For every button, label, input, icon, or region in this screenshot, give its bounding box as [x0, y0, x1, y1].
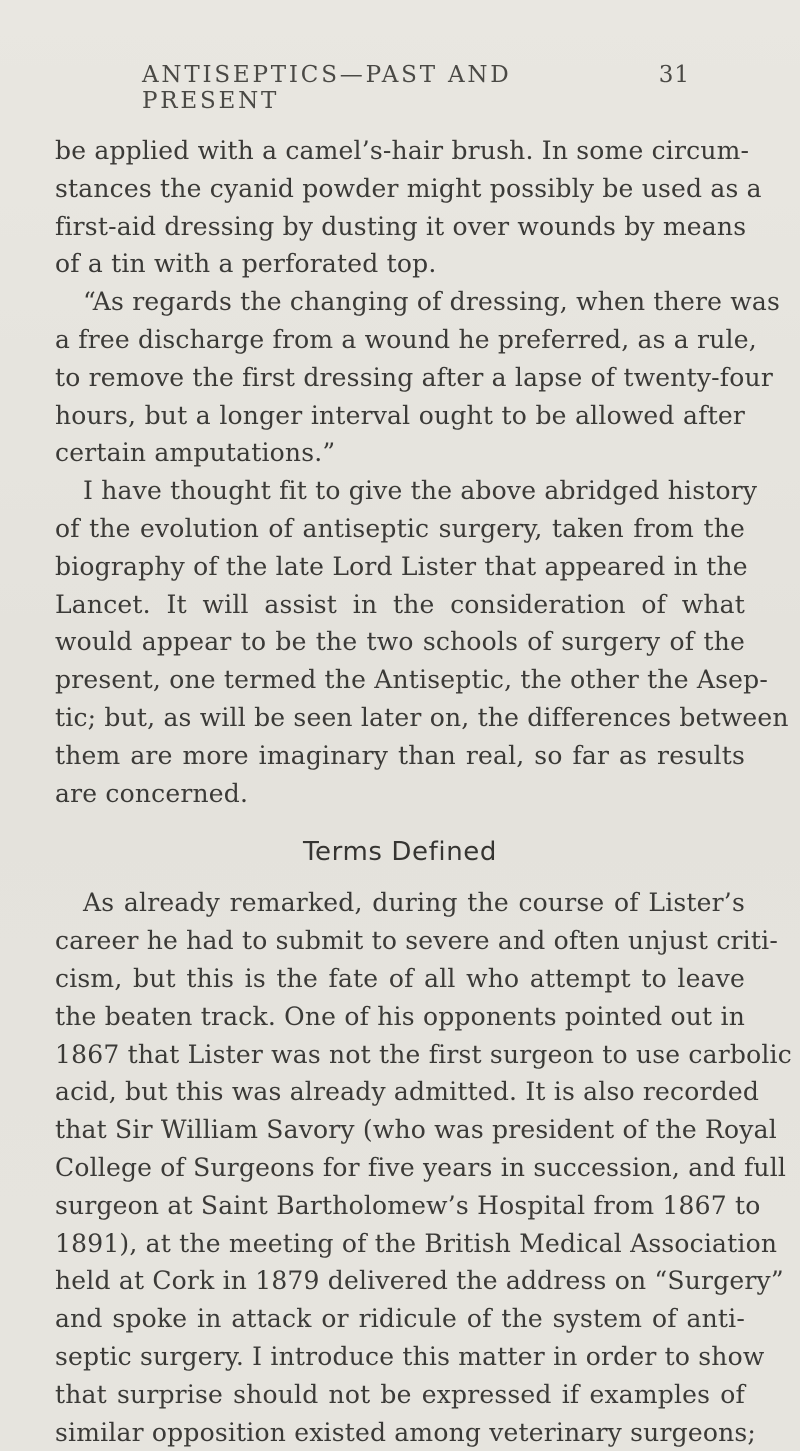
text-line: to remove the first dressing after a lapse of twenty-four [55, 359, 745, 397]
text-line: similar opposition existed among veterinary surgeons; [55, 1414, 745, 1451]
text-line: biography of the late Lord Lister that appeared in the [55, 548, 745, 586]
section-heading: Terms Defined [55, 822, 745, 882]
text-line: held at Cork in 1879 delivered the address on “Surgery” [55, 1262, 745, 1300]
text-line: surgeon at Saint Bartholomew’s Hospital from 1867 to [55, 1187, 745, 1225]
text-line: septic surgery. I introduce this matter in order to show [55, 1338, 745, 1376]
paragraph-1 [55, 132, 745, 283]
paragraph-3 [55, 472, 745, 812]
page-number: 31 [659, 62, 690, 114]
text-line: Lancet. It will assist in the consideration of what [55, 586, 745, 624]
body-text [55, 132, 745, 1451]
text-line: certain amputations.” [55, 434, 745, 472]
text-line: that surprise should not be expressed if examples of [55, 1376, 745, 1414]
running-head [142, 62, 690, 114]
text-line: 1867 that Lister was not the first surgeon to use carbolic [55, 1036, 745, 1074]
text-line: and spoke in attack or ridicule of the system of anti- [55, 1300, 745, 1338]
text-line: of a tin with a perforated top. [55, 245, 745, 283]
text-line: College of Surgeons for five years in succession, and full [55, 1149, 745, 1187]
text-line: that Sir William Savory (who was president of the Royal [55, 1111, 745, 1149]
running-head-title: ANTISEPTICS—PAST AND PRESENT [142, 62, 659, 114]
text-line: them are more imaginary than real, so far as results [55, 737, 745, 775]
text-line: cism, but this is the fate of all who attempt to leave [55, 960, 745, 998]
paragraph-2 [55, 283, 745, 472]
text-line: the beaten track. One of his opponents pointed out in [55, 998, 745, 1036]
text-line: are concerned. [55, 775, 745, 813]
text-line: “As regards the changing of dressing, when there was [55, 283, 745, 321]
text-line: of the evolution of antiseptic surgery, taken from the [55, 510, 745, 548]
text-line: As already remarked, during the course of Lister’s [55, 884, 745, 922]
text-line: stances the cyanid powder might possibly be used as a [55, 170, 745, 208]
text-line: career he had to submit to severe and often unjust criti- [55, 922, 745, 960]
text-line: would appear to be the two schools of surgery of the [55, 623, 745, 661]
text-line: present, one termed the Antiseptic, the other the Asep- [55, 661, 745, 699]
text-line: be applied with a camel’s-hair brush. In some circum- [55, 132, 745, 170]
paragraph-4 [55, 884, 745, 1451]
text-line: I have thought fit to give the above abridged history [55, 472, 745, 510]
text-line: first-aid dressing by dusting it over wounds by means [55, 208, 745, 246]
text-line: tic; but, as will be seen later on, the differences between [55, 699, 745, 737]
text-line: 1891), at the meeting of the British Medical Association [55, 1225, 745, 1263]
text-line: acid, but this was already admitted. It is also recorded [55, 1073, 745, 1111]
text-line: a free discharge from a wound he preferred, as a rule, [55, 321, 745, 359]
text-line: hours, but a longer interval ought to be allowed after [55, 397, 745, 435]
